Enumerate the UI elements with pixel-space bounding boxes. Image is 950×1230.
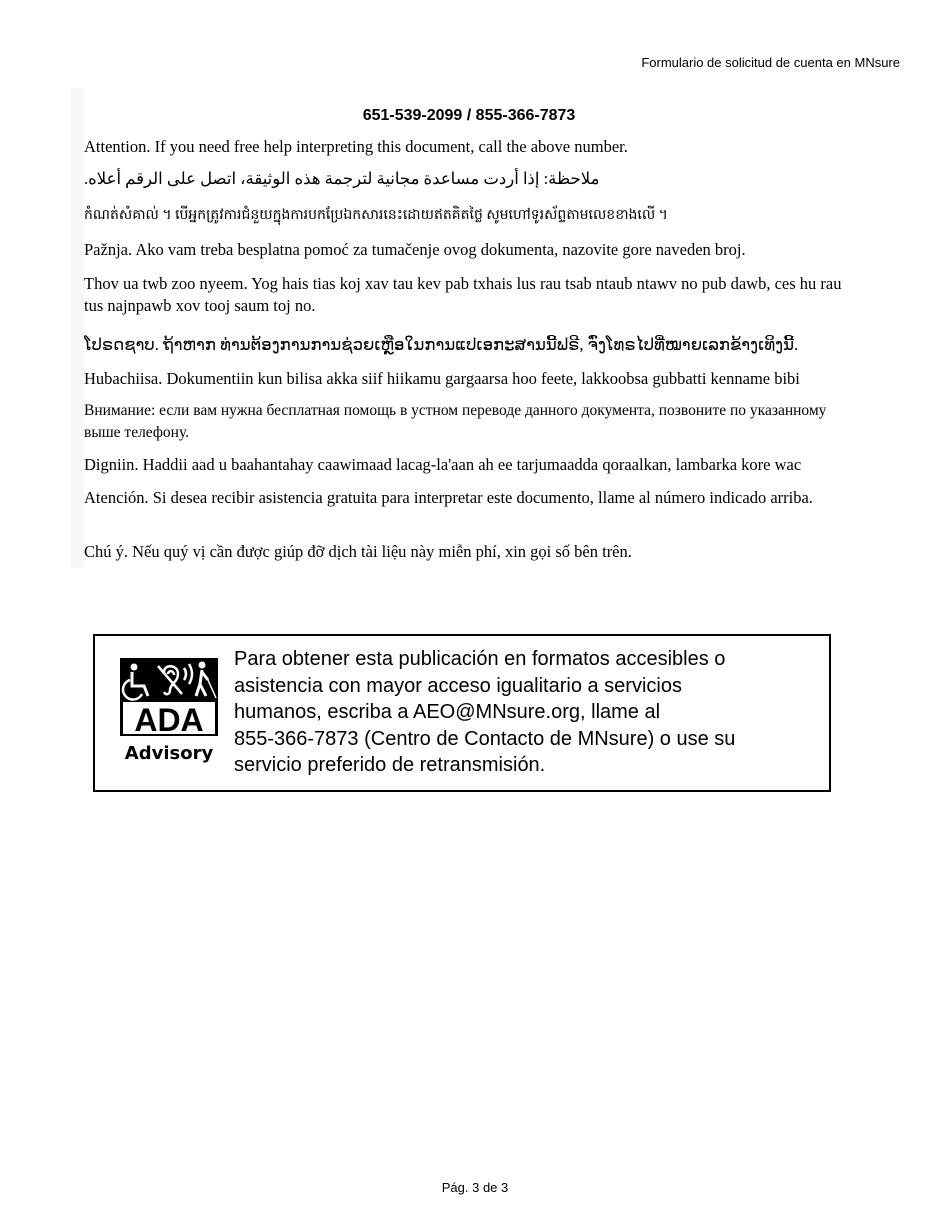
language-assistance-content bbox=[84, 88, 854, 568]
ada-advisory-box bbox=[93, 634, 831, 792]
notice-arabic: ملاحظة: إذا أردت مساعدة مجانية لترجمة هذه الوثيقة، اتصل على الرقم أعلاه. bbox=[84, 169, 600, 188]
notice-spanish: Atención. Si desea recibir asistencia gratuita para interpretar este documento, llame al número indicado arriba. bbox=[84, 488, 813, 507]
ada-text-line: servicio preferido de retransmisión. bbox=[234, 754, 546, 776]
notice-oromo: Hubachiisa. Dokumentiin kun bilisa akka siif hiikamu gargaarsa hoo feete, lakkoobsa gubbatti kenname bibi bbox=[84, 369, 800, 388]
page-number: Pág. 3 de 3 bbox=[441, 1180, 509, 1195]
ada-text-line: asistencia con mayor acceso igualitario a servicios bbox=[234, 674, 682, 697]
notice-vietnamese: Chú ý. Nếu quý vị cần được giúp đỡ dịch tài liệu này miễn phí, xin gọi số bên trên. bbox=[84, 542, 632, 561]
notice-bosnian: Pažnja. Ako vam treba besplatna pomoć za tumačenje ovog dokumenta, nazovite gore naveden broj. bbox=[84, 240, 746, 259]
notice-somali: Digniin. Haddii aad u baahantahay caawimaad lacag-la'aan ah ee tarjumaadda qoraalkan, lambarka kore wac bbox=[84, 455, 802, 474]
page-header-title: Formulario de solicitud de cuenta en MNsure bbox=[641, 55, 900, 70]
assistance-phone-numbers: 651-539-2099 / 855-366-7873 bbox=[362, 107, 576, 124]
ada-advisory-logo bbox=[120, 658, 218, 770]
ada-text-line: humanos, escriba a AEO@MNsure.org, llame al bbox=[234, 701, 661, 723]
notice-hmong: Thov ua twb zoo nyeem. Yog hais tias koj xav tau kev pab txhais lus rau tsab ntaub ntawv no pub dawb, ces hu rau tus najnpawb xov tooj saum toj no. bbox=[84, 274, 842, 315]
ada-text-line: 855-366-7873 (Centro de Contacto de MNsure) o use su bbox=[234, 727, 736, 750]
language-assistance-block bbox=[70, 88, 854, 568]
ada-text-line: Para obtener esta publicación en formatos accesibles o bbox=[234, 648, 726, 670]
notice-khmer: កំណត់សំគាល់ ។ បើអ្នកត្រូវការជំនួយក្នុងការបកប្រែឯកសារនេះដោយឥតគិតថ្លៃ សូមហៅទូរស័ព្ទតាមលេខខាងលើ ។ bbox=[84, 208, 668, 223]
notice-english: Attention. If you need free help interpreting this document, call the above number. bbox=[84, 137, 628, 156]
ada-logo-subtext: Advisory bbox=[124, 743, 214, 764]
notice-lao: ໂປຣດຊາບ. ຖ້າຫາກ ທ່ານຕ້ອງການການຊ່ວຍເຫຼືອໃນການແປເອກະສານນີ້ຟຣີ, ຈົ່ງໂທຣໄປທີ່ໝາຍເລກຂ້າງເທິງນີ້. bbox=[84, 335, 799, 354]
ada-logo-text: ADA bbox=[134, 702, 204, 738]
ada-advisory-text bbox=[234, 646, 824, 779]
notice-russian: Внимание: если вам нужна бесплатная помощь в устном переводе данного документа, позвоните по указанному выше телефону. bbox=[84, 402, 827, 441]
